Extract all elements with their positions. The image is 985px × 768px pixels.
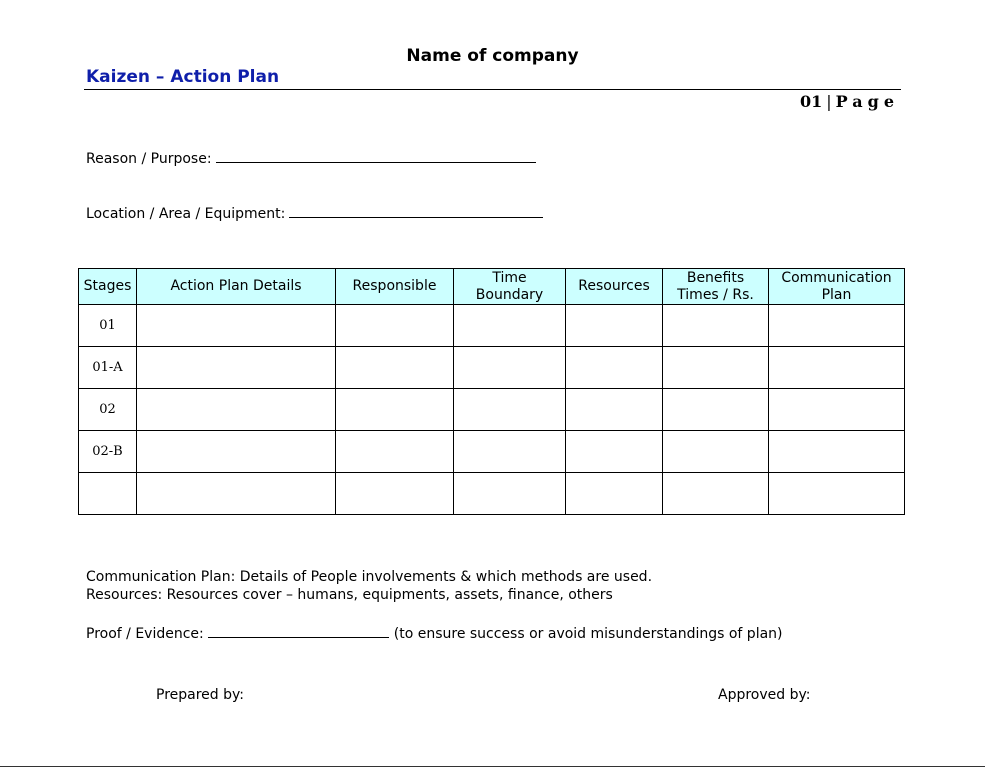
column-header-responsible: Responsible <box>336 269 454 305</box>
company-name: Name of company <box>406 46 579 66</box>
proof-field[interactable] <box>86 623 783 642</box>
table-cell[interactable] <box>454 347 566 389</box>
action-plan-table <box>78 268 905 515</box>
prepared-by-label: Prepared by: <box>156 687 244 703</box>
stage-cell: 01 <box>79 305 137 347</box>
table-cell[interactable] <box>566 347 663 389</box>
column-header-stages: Stages <box>79 269 137 305</box>
table-row <box>79 347 905 389</box>
table-cell[interactable] <box>769 431 905 473</box>
location-label: Location / Area / Equipment: <box>86 206 286 222</box>
table-cell[interactable] <box>454 305 566 347</box>
table-cell[interactable] <box>566 305 663 347</box>
page-separator: | <box>826 92 832 111</box>
page-number-value: 01 <box>800 92 823 111</box>
table-cell[interactable] <box>769 347 905 389</box>
column-header-action-plan-details: Action Plan Details <box>137 269 336 305</box>
table-row <box>79 473 905 515</box>
header-divider <box>84 89 901 90</box>
table-cell[interactable] <box>566 473 663 515</box>
proof-blank-line[interactable] <box>208 623 389 638</box>
table-header-row <box>79 269 905 305</box>
table-cell[interactable] <box>137 347 336 389</box>
table-cell[interactable] <box>454 473 566 515</box>
resources-note: Resources: Resources cover – humans, equipments, assets, finance, others <box>86 587 613 603</box>
table-cell[interactable] <box>566 389 663 431</box>
page-bottom-edge <box>0 766 985 767</box>
stage-cell[interactable] <box>79 473 137 515</box>
reason-label: Reason / Purpose: <box>86 151 212 167</box>
table-cell[interactable] <box>454 389 566 431</box>
page-word: Page <box>835 92 899 111</box>
column-header-communication-plan: Communication Plan <box>769 269 905 305</box>
table-row <box>79 431 905 473</box>
stage-cell: 02 <box>79 389 137 431</box>
table-cell[interactable] <box>336 431 454 473</box>
table-cell[interactable] <box>663 347 769 389</box>
stage-cell: 02-B <box>79 431 137 473</box>
approved-by-label: Approved by: <box>718 687 811 703</box>
location-field[interactable] <box>86 203 543 222</box>
table-cell[interactable] <box>769 389 905 431</box>
table-cell[interactable] <box>137 473 336 515</box>
table-cell[interactable] <box>769 305 905 347</box>
table-row <box>79 305 905 347</box>
table-cell[interactable] <box>137 389 336 431</box>
document-title: Kaizen – Action Plan <box>86 67 280 87</box>
table-cell[interactable] <box>336 347 454 389</box>
table-cell[interactable] <box>336 305 454 347</box>
communication-note: Communication Plan: Details of People involvements & which methods are used. <box>86 569 653 585</box>
table-cell[interactable] <box>663 473 769 515</box>
column-header-resources: Resources <box>566 269 663 305</box>
table-cell[interactable] <box>663 389 769 431</box>
table-row <box>79 389 905 431</box>
table-cell[interactable] <box>137 431 336 473</box>
table-cell[interactable] <box>454 431 566 473</box>
table-cell[interactable] <box>336 389 454 431</box>
table-cell[interactable] <box>137 305 336 347</box>
table-cell[interactable] <box>336 473 454 515</box>
page-number <box>800 92 899 111</box>
table-cell[interactable] <box>663 431 769 473</box>
table-cell[interactable] <box>769 473 905 515</box>
reason-field[interactable] <box>86 148 536 167</box>
column-header-benefits: Benefits Times / Rs. <box>663 269 769 305</box>
proof-hint: (to ensure success or avoid misunderstandings of plan) <box>393 626 783 642</box>
proof-label: Proof / Evidence: <box>86 626 204 642</box>
location-blank-line[interactable] <box>289 203 543 218</box>
table-cell[interactable] <box>566 431 663 473</box>
notes-block <box>86 568 652 604</box>
table-cell[interactable] <box>663 305 769 347</box>
column-header-time-boundary: Time Boundary <box>454 269 566 305</box>
stage-cell: 01-A <box>79 347 137 389</box>
reason-blank-line[interactable] <box>216 148 536 163</box>
